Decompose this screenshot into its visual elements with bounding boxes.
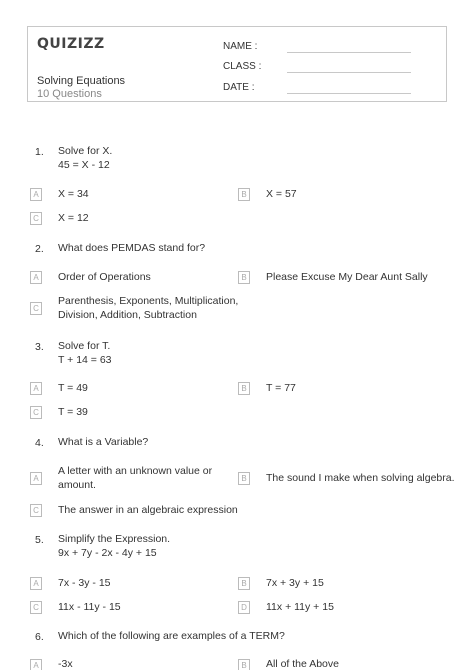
- option-a-checkbox[interactable]: A: [30, 382, 42, 395]
- option-b-checkbox[interactable]: B: [238, 271, 250, 284]
- option-c-text: The answer in an algebraic expression: [58, 504, 238, 516]
- option-c-text: T = 39: [58, 406, 88, 418]
- option-d-text: 11x + 11y + 15: [266, 601, 334, 613]
- class-field[interactable]: [287, 72, 411, 73]
- question-text: What is a Variable?: [58, 436, 149, 448]
- option-a-checkbox[interactable]: A: [30, 577, 42, 590]
- option-b-text: The sound I make when solving algebra.: [266, 472, 455, 484]
- name-field[interactable]: [287, 52, 411, 53]
- question-text: Simplify the Expression. 9x + 7y - 2x - 4y + 15: [58, 533, 171, 559]
- question-number: 1.: [35, 146, 44, 158]
- option-b-checkbox[interactable]: B: [238, 659, 250, 670]
- option-c-text: X = 12: [58, 212, 89, 224]
- option-a-checkbox[interactable]: A: [30, 659, 42, 670]
- question-number: 3.: [35, 341, 44, 353]
- option-c-checkbox[interactable]: C: [30, 302, 42, 315]
- question-text: Which of the following are examples of a TERM?: [58, 630, 285, 642]
- question-number: 6.: [35, 631, 44, 643]
- option-a-text: Order of Operations: [58, 271, 151, 283]
- option-b-checkbox[interactable]: B: [238, 188, 250, 201]
- question-number: 2.: [35, 243, 44, 255]
- option-c-checkbox[interactable]: C: [30, 406, 42, 419]
- worksheet-title: Solving Equations: [37, 75, 126, 87]
- date-label: DATE :: [223, 82, 255, 93]
- question-text: What does PEMDAS stand for?: [58, 242, 206, 254]
- worksheet-question-count: 10 Questions: [37, 88, 102, 100]
- option-c-text: 11x - 11y - 15: [58, 601, 121, 613]
- option-b-checkbox[interactable]: B: [238, 382, 250, 395]
- option-a-checkbox[interactable]: A: [30, 188, 42, 201]
- option-a-checkbox[interactable]: A: [30, 472, 42, 485]
- option-a-text: 7x - 3y - 15: [58, 577, 111, 589]
- question-text: Solve for T. T + 14 = 63: [58, 340, 112, 366]
- option-a-text: -3x: [58, 658, 73, 670]
- option-a-checkbox[interactable]: A: [30, 271, 42, 284]
- option-c-checkbox[interactable]: C: [30, 601, 42, 614]
- question-number: 5.: [35, 534, 44, 546]
- option-d-checkbox[interactable]: D: [238, 601, 250, 614]
- option-a-text: T = 49: [58, 382, 88, 394]
- date-field[interactable]: [287, 93, 411, 94]
- quizizz-logo: QUIZIZZ: [37, 36, 105, 52]
- option-c-checkbox[interactable]: C: [30, 212, 42, 225]
- option-b-text: All of the Above: [266, 658, 339, 670]
- option-b-checkbox[interactable]: B: [238, 577, 250, 590]
- question-number: 4.: [35, 437, 44, 449]
- option-b-text: T = 77: [266, 382, 296, 394]
- option-c-checkbox[interactable]: C: [30, 504, 42, 517]
- option-a-text: X = 34: [58, 188, 89, 200]
- option-b-text: X = 57: [266, 188, 297, 200]
- question-text: Solve for X. 45 = X - 12: [58, 145, 113, 171]
- name-label: NAME :: [223, 41, 258, 52]
- option-b-text: Please Excuse My Dear Aunt Sally: [266, 271, 428, 283]
- option-b-text: 7x + 3y + 15: [266, 577, 324, 589]
- option-b-checkbox[interactable]: B: [238, 472, 250, 485]
- option-c-text: Parenthesis, Exponents, Multiplication, Division, Addition, Subtraction: [58, 295, 239, 321]
- option-a-text: A letter with an unknown value or amount.: [58, 465, 213, 491]
- class-label: CLASS :: [223, 61, 262, 72]
